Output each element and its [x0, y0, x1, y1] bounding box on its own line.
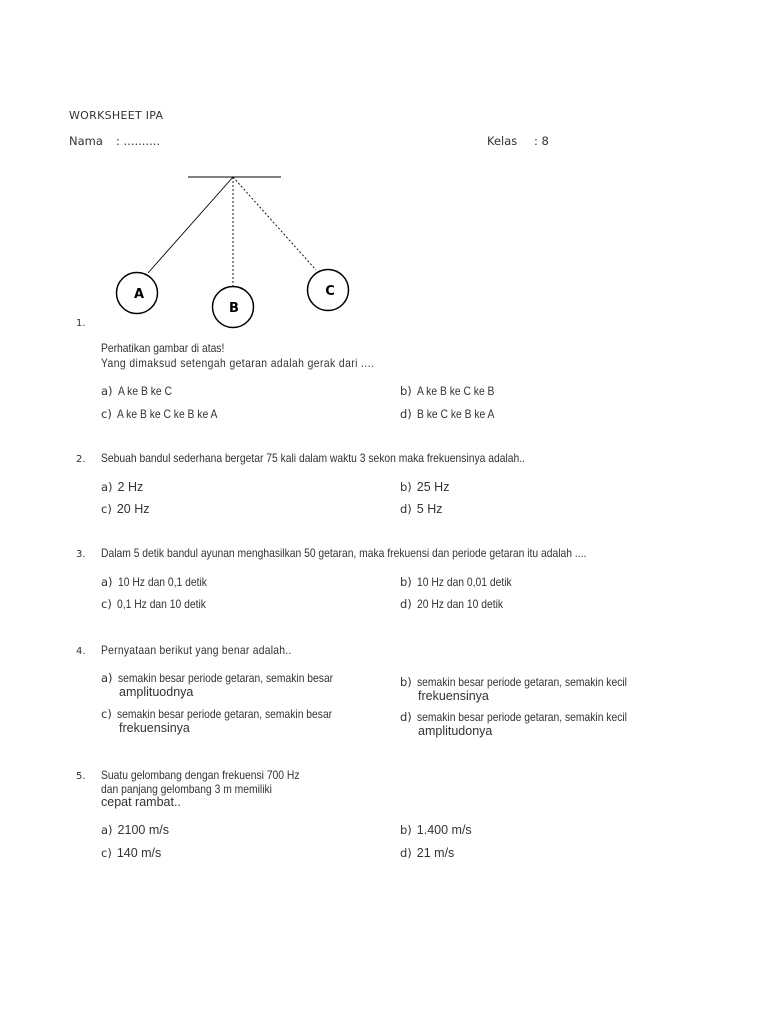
option-letter: d) — [400, 846, 412, 860]
question-4-option-b-line-2: frekuensinya — [418, 689, 489, 703]
option-letter: b) — [400, 823, 412, 837]
option-letter: d) — [400, 710, 412, 724]
option-letter: a) — [101, 823, 113, 837]
option-letter: c) — [101, 502, 112, 516]
question-1-option-a[interactable] — [101, 384, 180, 398]
question-2-option-c[interactable] — [101, 502, 149, 516]
option-text: semakin besar periode getaran, semakin besar — [116, 707, 332, 721]
option-letter: a) — [101, 671, 113, 685]
option-letter: b) — [400, 384, 412, 398]
question-4-option-c[interactable] — [101, 707, 367, 721]
bob-label-a: A — [133, 287, 145, 302]
question-5-option-d[interactable] — [400, 846, 454, 860]
option-text: A ke B ke C — [117, 384, 172, 398]
question-3-option-d[interactable] — [400, 597, 517, 611]
question-5-option-a[interactable] — [101, 823, 169, 837]
question-5-number: 5. — [76, 771, 86, 782]
option-text: 2 Hz — [117, 480, 144, 494]
option-text: 20 Hz dan 10 detik — [416, 597, 503, 611]
option-text: 25 Hz — [416, 480, 450, 494]
question-1-line-2: Yang dimaksud setengah getaran adalah gerak dari .... — [101, 356, 375, 370]
option-letter: d) — [400, 407, 412, 421]
bob-label-b: B — [229, 301, 239, 316]
option-text: 10 Hz dan 0,1 detik — [117, 575, 207, 589]
question-4-number: 4. — [76, 646, 86, 657]
option-text: 5 Hz — [416, 502, 443, 516]
question-2-option-a[interactable] — [101, 480, 143, 494]
question-2-number: 2. — [76, 454, 86, 465]
bob-label-c: C — [325, 284, 335, 299]
question-4-line-1: Pernyataan berikut yang benar adalah.. — [101, 643, 292, 657]
option-text: A ke B ke C ke B ke A — [116, 407, 218, 421]
option-letter: b) — [400, 480, 412, 494]
option-text: semakin besar periode getaran, semakin kecil — [416, 710, 627, 724]
option-text: 0,1 Hz dan 10 detik — [116, 597, 206, 611]
question-2-option-b[interactable] — [400, 480, 449, 494]
option-text: semakin besar periode getaran, semakin kecil — [416, 675, 627, 689]
option-letter: d) — [400, 597, 412, 611]
option-letter: d) — [400, 502, 412, 516]
question-3-option-a[interactable] — [101, 575, 221, 589]
question-5-option-c[interactable] — [101, 846, 161, 860]
option-letter: b) — [400, 575, 412, 589]
question-1-number: 1. — [76, 318, 86, 329]
question-3-option-c[interactable] — [101, 597, 220, 611]
option-text: B ke C ke B ke A — [416, 407, 495, 421]
option-letter: b) — [400, 675, 412, 689]
question-5-line-3: cepat rambat.. — [101, 795, 181, 809]
question-4-option-a-line-2: amplituodnya — [119, 685, 194, 699]
option-text: 1.400 m/s — [416, 823, 472, 837]
question-4-option-b[interactable] — [400, 675, 661, 689]
question-4-option-d-line-2: amplitudonya — [418, 724, 493, 738]
pendulum-string-a — [148, 177, 233, 273]
option-text: 21 m/s — [416, 846, 455, 860]
option-text: semakin besar periode getaran, semakin besar — [117, 671, 333, 685]
option-letter: c) — [101, 407, 112, 421]
question-4-option-a[interactable] — [101, 671, 368, 685]
option-letter: a) — [101, 480, 113, 494]
question-4-option-c-line-2: frekuensinya — [119, 721, 190, 735]
question-5-line-1: Suatu gelombang dengan frekuensi 700 Hz — [101, 768, 300, 782]
option-text: 20 Hz — [116, 502, 150, 516]
class-value: : 8 — [534, 134, 549, 148]
pendulum-figure — [0, 0, 768, 340]
option-letter: c) — [101, 597, 112, 611]
option-letter: c) — [101, 707, 112, 721]
question-5-option-b[interactable] — [400, 823, 472, 837]
option-text: 140 m/s — [116, 846, 162, 860]
pendulum-string-c — [233, 177, 316, 270]
question-5-line-2: dan panjang gelombang 3 m memiliki — [101, 782, 272, 796]
option-text: 10 Hz dan 0,01 detik — [416, 575, 512, 589]
class-label: Kelas — [487, 134, 518, 148]
option-letter: c) — [101, 846, 112, 860]
question-1-option-c[interactable] — [101, 407, 234, 421]
question-2-option-d[interactable] — [400, 502, 443, 516]
option-text: 2100 m/s — [117, 823, 169, 837]
question-2-line-1: Sebuah bandul sederhana bergetar 75 kali dalam waktu 3 sekon maka frekuensinya adalah.. — [101, 451, 525, 465]
question-4-option-d[interactable] — [400, 710, 661, 724]
question-3-number: 3. — [76, 549, 86, 560]
question-3-line-1: Dalam 5 detik bandul ayunan menghasilkan 50 getaran, maka frekuensi dan periode getaran itu adalah .... — [101, 546, 587, 560]
option-text: A ke B ke C ke B — [416, 384, 495, 398]
question-1-option-b[interactable] — [400, 384, 507, 398]
question-1-option-d[interactable] — [400, 407, 507, 421]
worksheet-title: WORKSHEET IPA — [69, 109, 164, 122]
name-value: : .......... — [116, 134, 161, 148]
question-1-line-1: Perhatikan gambar di atas! — [101, 341, 225, 355]
option-letter: a) — [101, 575, 113, 589]
question-3-option-b[interactable] — [400, 575, 527, 589]
name-label: Nama — [69, 134, 103, 148]
option-letter: a) — [101, 384, 113, 398]
